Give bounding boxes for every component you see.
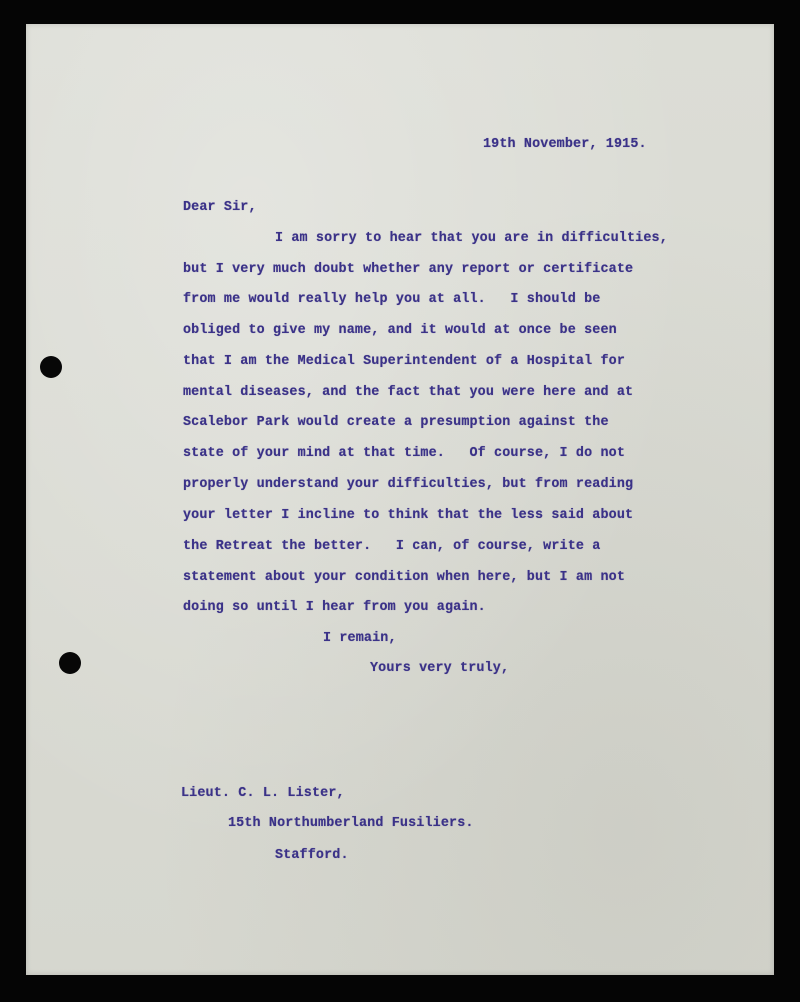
recipient-unit: 15th Northumberland Fusiliers. (228, 816, 474, 831)
closing-signoff: Yours very truly, (370, 661, 510, 676)
body-line: obliged to give my name, and it would at once be seen (183, 323, 617, 338)
body-line: Scalebor Park would create a presumption against the (183, 415, 609, 430)
body-line: properly understand your difficulties, but from reading (183, 477, 634, 492)
body-line: your letter I incline to think that the less said about (183, 508, 634, 523)
body-line: doing so until I hear from you again. (183, 600, 486, 615)
recipient-town: Stafford. (275, 848, 349, 863)
body-line: from me would really help you at all. I should be (183, 292, 601, 307)
recipient-name: Lieut. C. L. Lister, (181, 786, 345, 801)
punch-hole-bottom (59, 652, 81, 674)
body-line: but I very much doubt whether any report or certificate (183, 262, 634, 277)
body-line: I am sorry to hear that you are in difficulties, (275, 231, 668, 246)
punch-hole-top (40, 356, 62, 378)
body-line: that I am the Medical Superintendent of a Hospital for (183, 354, 626, 369)
body-line: statement about your condition when here, but I am not (183, 570, 626, 585)
body-line: state of your mind at that time. Of course, I do not (183, 446, 626, 461)
letter-page (26, 24, 774, 975)
letter-salutation: Dear Sir, (183, 200, 257, 215)
closing-remain: I remain, (323, 631, 397, 646)
body-line: the Retreat the better. I can, of course, write a (183, 539, 601, 554)
letter-date: 19th November, 1915. (483, 137, 647, 152)
body-line: mental diseases, and the fact that you were here and at (183, 385, 634, 400)
